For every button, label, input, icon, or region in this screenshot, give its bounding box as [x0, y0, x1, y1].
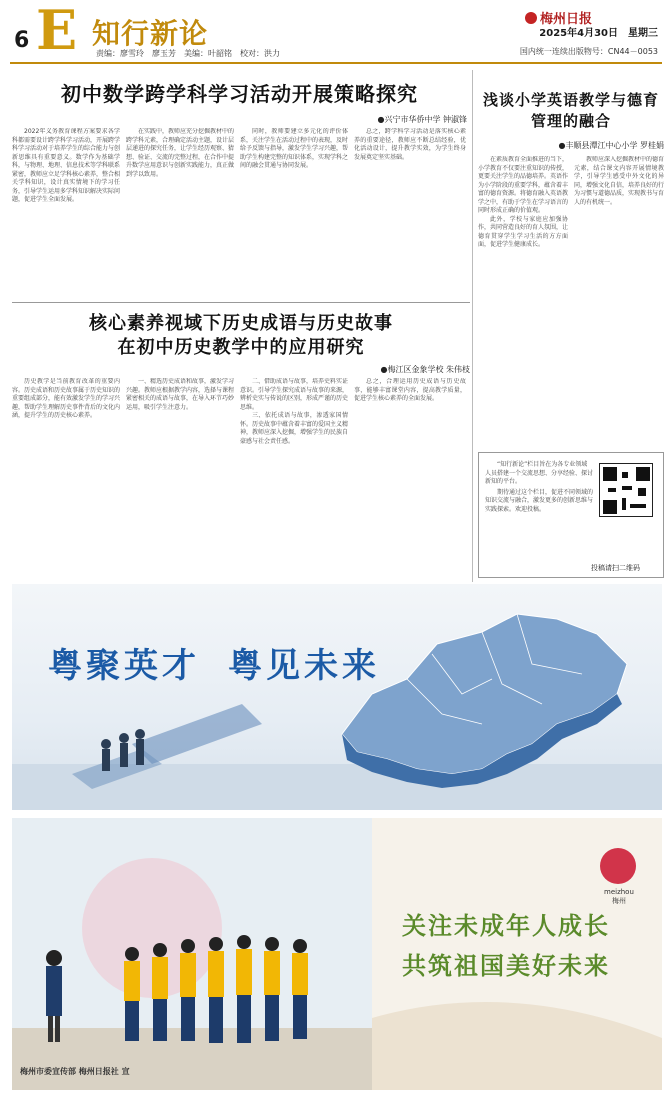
credit-item: 美编：叶韶铭 [184, 49, 232, 58]
article-1-column [126, 128, 234, 296]
qr-code-icon[interactable] [599, 463, 653, 517]
article-1-title: 初中数学跨学科学习活动开展策略探究 [61, 82, 418, 106]
banner-slogan-line: 共筑祖国美好未来 [402, 951, 610, 980]
page-number: 6 [14, 28, 30, 53]
column-divider [472, 70, 473, 582]
article-1-paragraph: 同时，教师要建立多元化的评价体系，关注学生在活动过程中的表现，及时给予反馈与指导，激发学生学习兴趣，帮助学生构建完整的知识体系，实现学科之间的融会贯通与协同发展。 [240, 128, 348, 169]
publication-code: 国内统一连续出版物号：CN44－0053 [519, 47, 658, 56]
logo-caption [604, 888, 634, 906]
banner-slogan-line: 关注未成年人成长 [402, 911, 610, 940]
talent-banner [12, 584, 662, 810]
article-3-column [126, 378, 234, 578]
article-3-title [12, 312, 470, 360]
article-1-column [354, 128, 466, 296]
section-divider [12, 302, 470, 303]
article-3-column [12, 378, 120, 578]
article-2-column [478, 156, 568, 446]
article-1-byline: ●兴宁市华侨中学 钟淑锋 [377, 115, 467, 124]
article-2-paragraph: 在素质教育全面推进的当下，小学教育不仅要注重知识的传授，更要关注学生的品德培养。英语作为小学阶段的重要学科，蕴含着丰富的德育资源。将德育融入英语教学之中，有助于学生在学习语言的同时形成正确的价值观。 [478, 156, 568, 214]
article-2-column [574, 156, 664, 446]
article-1-column [12, 128, 120, 296]
article-3-column [240, 378, 348, 578]
credit-item: 校对：洪力 [240, 49, 280, 58]
article-2-paragraph: 教师应深入挖掘教材中的德育元素，结合课文内容开展情境教学，引导学生感受中外文化的异同，增强文化自信，培养良好的行为习惯与道德品质，实现教书与育人的有机统一。 [574, 156, 664, 206]
article-3-byline: ●梅江区金象学校 朱伟枝 [380, 365, 470, 374]
meizhou-logo-icon [600, 848, 636, 884]
article-3-column [354, 378, 466, 578]
section-letter: E [36, 0, 78, 62]
article-3-title-line: 核心素养视域下历史成语与历史故事 [89, 313, 393, 334]
notice-paragraph: 期待通过这个栏目，促进不同领域的知识交流与融合，激发更多的创新思维与实践探索。欢迎投稿。 [485, 488, 594, 513]
banner-slogan [48, 638, 380, 687]
header-divider [10, 62, 662, 64]
article-1-paragraph: 2022年义务教育课程方案要求各学科都需要设计跨学科学习活动，开展跨学科学习活动对于培养学生的综合能力与创新思维具有重要意义。数学作为基础学科，与物理、地理、信息技术等学科联系紧密，教师应立足学科核心素养，整合相关学科知识，设计真实情境下的学习任务，引导学生运用多学科知识解决实际问题，促进学生全面发展。 [12, 128, 120, 203]
date-text: 2025年4月30日 [539, 28, 618, 39]
youth-banner [12, 818, 662, 1090]
article-1-column [240, 128, 348, 296]
article-3-title-line: 在初中历史教学中的应用研究 [117, 337, 365, 358]
section-title: 知行新论 [92, 17, 209, 50]
brand-name: 梅州日报 [539, 12, 592, 27]
article-3-paragraph: 总之，合理运用历史成语与历史故事，能够丰富课堂内容，提高教学质量，促进学生核心素养的全面发展。 [354, 378, 466, 402]
article-2-byline: ●丰顺县潭江中心小学 罗桂娟 [558, 141, 664, 150]
submission-notice [478, 452, 664, 578]
logo-pinyin: meizhou [604, 888, 634, 896]
credit-item: 责编：廖雪玲 [96, 49, 144, 58]
article-3-paragraph: 历史教学是当前教育改革的重要内容。历史成语和历史故事属于历史知识的重要组成部分，能有效激发学生的学习兴趣，帮助学生理解历史事件背后的文化内涵，提升学生的历史核心素养。 [12, 378, 120, 419]
credit-item: 廖玉芳 [152, 49, 176, 58]
guangdong-map-illustration [12, 584, 662, 810]
plum-logo-icon [525, 12, 537, 24]
notice-text [485, 461, 593, 516]
issue-date [539, 24, 658, 39]
article-3-paragraph: 一、精选历史成语和故事，激发学习兴趣。教师应根据教学内容，选择与课程紧密相关的成语与故事，在导入环节巧妙运用，吸引学生注意力。 [126, 378, 234, 411]
article-1-paragraph: 在实践中，教师应充分挖掘教材中的跨学科元素，合理确定活动主题，设计层层递进的探究任务，让学生经历观察、猜想、验证、交流的完整过程，在合作中提升数学应用意识与创新实践能力，真正做到学以致用。 [126, 128, 234, 178]
article-3-paragraph: 三、依托成语与故事，渗透家国情怀。历史故事中蕴含着丰富的爱国主义精神，教师应深入挖掘，增强学生的民族自豪感与社会责任感。 [240, 412, 348, 445]
logo-name: 梅州 [611, 897, 626, 905]
qr-caption: 投稿请扫二维码 [591, 564, 640, 572]
editor-credits [96, 48, 280, 59]
weekday-text: 星期三 [628, 28, 658, 39]
article-3-paragraph: 二、借助成语与故事，培养史料实证意识。引导学生探究成语与故事的来源，辨析史实与传说的区别，形成严谨的历史思维。 [240, 378, 348, 411]
slogan-part: 粤见未来 [228, 646, 380, 686]
slogan-part: 粤聚英才 [48, 646, 200, 686]
notice-paragraph: “知行新论”栏目旨在为各专业领域人员搭建一个交流思想、分享经验、探讨新知的平台。 [485, 461, 594, 485]
banner-publisher: 梅州市委宣传部 梅州日报社 宣 [20, 1067, 130, 1076]
article-2-title: 浅谈小学英语教学与德育管理的融合 [482, 91, 659, 130]
article-2-paragraph: 此外，学校与家庭应加强协作，共同营造良好的育人氛围，让德育贯穿学生学习生活的方方面面，促进学生健康成长。 [478, 215, 568, 248]
page-header [0, 0, 672, 62]
article-1-paragraph: 总之，跨学科学习活动是落实核心素养的重要途径，教师应不断总结经验，优化活动设计，提升教学实效，为学生终身发展奠定坚实基础。 [354, 128, 466, 161]
